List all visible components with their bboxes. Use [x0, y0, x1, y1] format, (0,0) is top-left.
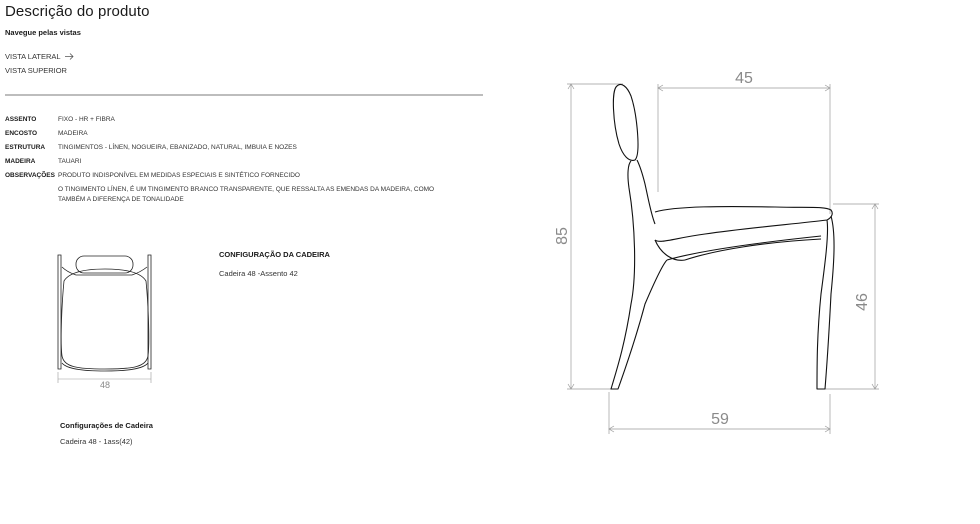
- chair-side-view-drawing: [545, 64, 885, 439]
- spec-value: PRODUTO INDISPONÍVEL EM MEDIDAS ESPECIAIS E SINTÉTICO FORNECIDO: [58, 172, 300, 179]
- config-section: [219, 250, 330, 278]
- side-seat-height-dim: 46: [854, 293, 871, 311]
- config-title: CONFIGURAÇÃO DA CADEIRA: [219, 250, 330, 259]
- spec-key: ENCOSTO: [5, 130, 38, 137]
- page-subtitle: Navegue pelas vistas: [5, 28, 81, 37]
- view-lateral-link[interactable]: [5, 52, 74, 61]
- spec-key: MADEIRA: [5, 158, 36, 165]
- config2-value: Cadeira 48 - 1ass(42): [60, 437, 133, 446]
- config-value: Cadeira 48 -Assento 42: [219, 269, 298, 278]
- view-superior-link[interactable]: [5, 66, 67, 75]
- spec-row-observacoes: [5, 169, 475, 183]
- view-lateral-label: VISTA LATERAL: [5, 52, 61, 61]
- spec-key: OBSERVAÇÕES: [5, 172, 55, 179]
- config2-title: Configurações de Cadeira: [60, 421, 153, 430]
- side-height-dim: 85: [554, 227, 571, 245]
- spec-table: [5, 113, 475, 205]
- spec-row-assento: [5, 113, 475, 127]
- view-superior-label: VISTA SUPERIOR: [5, 66, 67, 75]
- spec-note: O TINGIMENTO LÍNEN, É UM TINGIMENTO BRANCO TRANSPARENTE, QUE RESSALTA AS EMENDAS DA MADEIRA, COMO TAMBÉM A DIFERENÇA DE TONALIDADE: [58, 186, 435, 203]
- side-depth-dim: 59: [711, 411, 729, 428]
- spec-value: TAUARI: [58, 158, 82, 165]
- spec-row-encosto: [5, 127, 475, 141]
- spec-value: FIXO - HR + FIBRA: [58, 116, 115, 123]
- chair-top-view-drawing: [52, 251, 162, 391]
- top-width-dim: 48: [99, 380, 111, 390]
- side-width-dim: 45: [735, 70, 753, 87]
- spec-value: MADEIRA: [58, 130, 88, 137]
- arrow-right-icon: [65, 53, 74, 60]
- spec-value: TINGIMENTOS - LÍNEN, NOGUEIRA, EBANIZADO, NATURAL, IMBUIA E NOZES: [58, 144, 297, 151]
- config2-section: [60, 421, 153, 446]
- section-divider: [5, 94, 483, 96]
- spec-row-madeira: [5, 155, 475, 169]
- spec-key: ESTRUTURA: [5, 144, 46, 151]
- page-title: Descrição do produto: [5, 3, 150, 20]
- spec-key: ASSENTO: [5, 116, 37, 123]
- spec-row-estrutura: [5, 141, 475, 155]
